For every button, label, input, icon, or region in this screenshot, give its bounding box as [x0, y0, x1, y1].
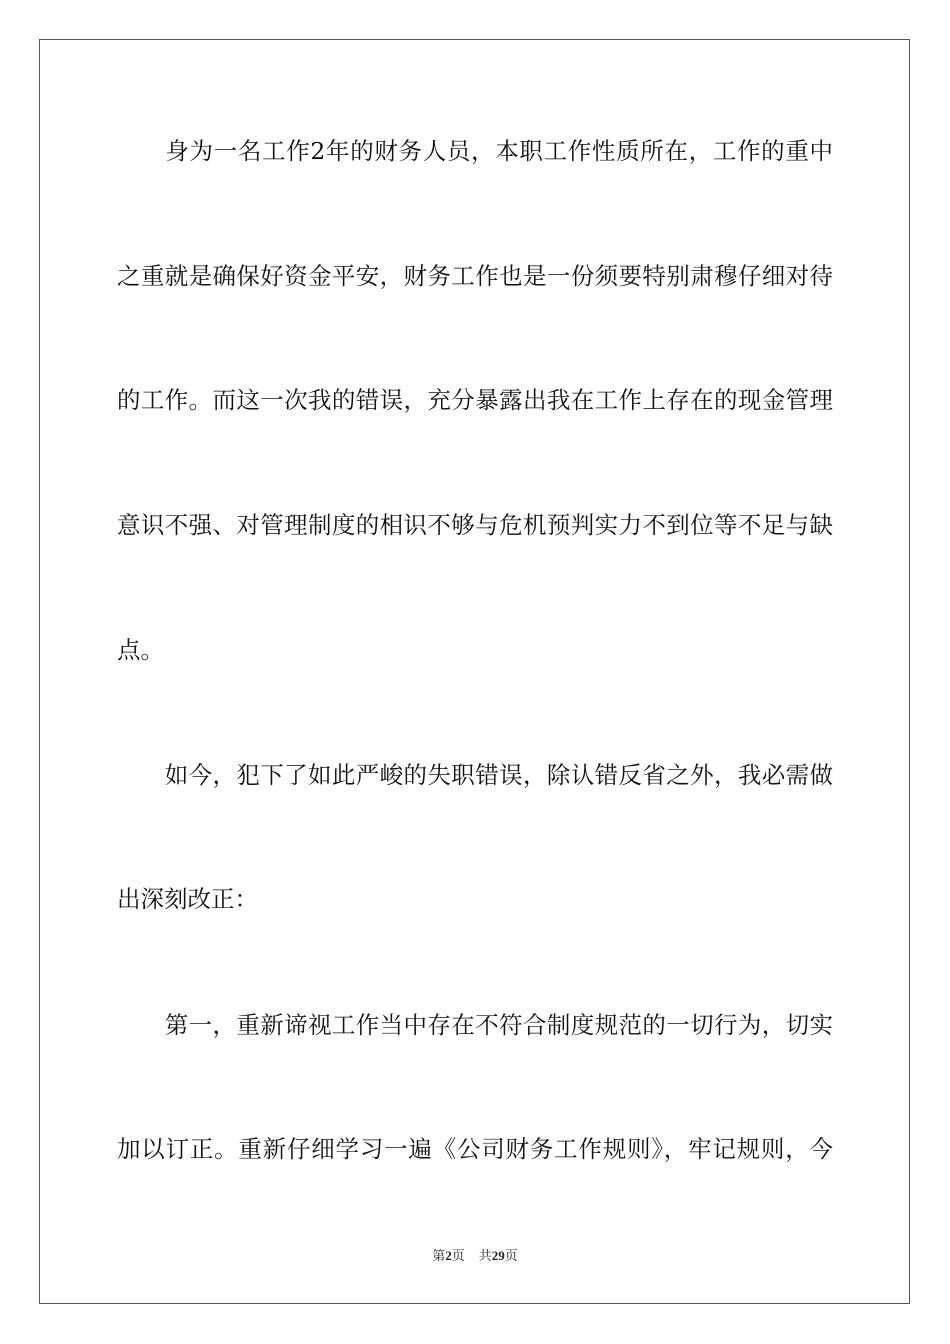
body-text-line-3: 的工作。而这一次我的错误，充分暴露出我在工作上存在的现金管理	[117, 386, 833, 414]
body-text-line-4: 意识不强、对管理制度的相识不够与危机预判实力不到位等不足与缺	[117, 511, 833, 539]
page-footer	[0, 1247, 950, 1266]
page-suffix: 页	[451, 1249, 465, 1264]
body-text-line-8: 第一，重新谛视工作当中存在不符合制度规范的一切行为，切实	[117, 1011, 833, 1039]
total-prefix: 共	[478, 1249, 492, 1264]
total-suffix: 页	[504, 1249, 518, 1264]
total-pages: 29	[491, 1248, 505, 1263]
body-text-line-6: 如今，犯下了如此严峻的失职错误，除认错反省之外，我必需做	[117, 761, 833, 789]
page-border	[39, 39, 910, 1304]
body-text-line-9: 加以订正。重新仔细学习一遍《公司财务工作规则》，牢记规则，今	[117, 1135, 833, 1163]
body-text-line-2: 之重就是确保好资金平安，财务工作也是一份须要特别肃穆仔细对待	[117, 262, 833, 290]
body-text-line-5: 点。	[117, 636, 164, 664]
page-prefix: 第	[432, 1249, 446, 1264]
body-text-line-1: 身为一名工作2年的财务人员，本职工作性质所在，工作的重中	[117, 137, 833, 165]
body-text-line-7: 出深刻改正：	[117, 885, 258, 913]
page-number: 2	[445, 1248, 452, 1263]
